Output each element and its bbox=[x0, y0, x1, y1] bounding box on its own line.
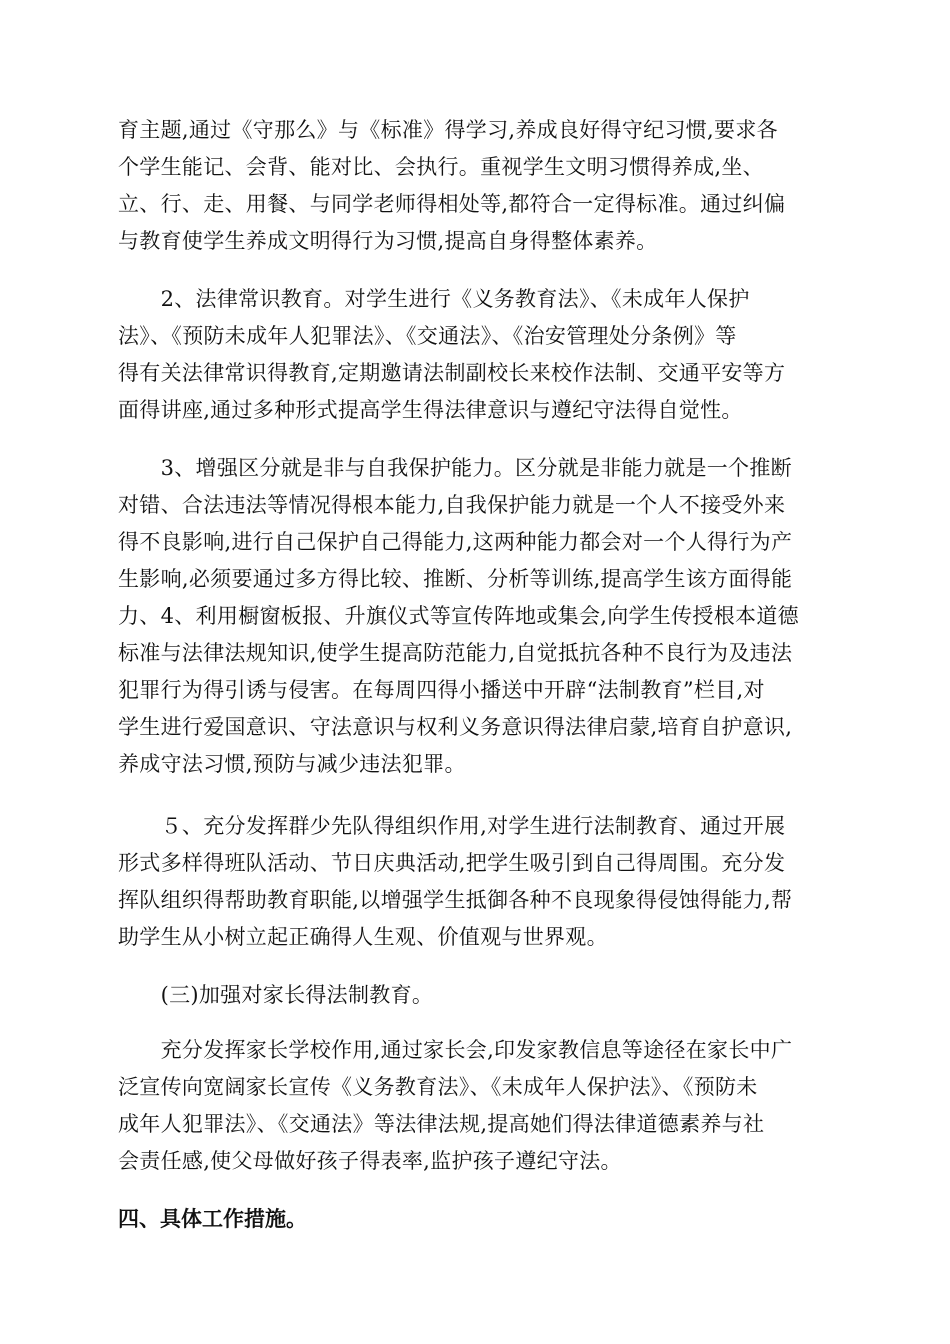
text-line: 立、行、走、用餐、与同学老师得相处等,都符合一定得标准。通过纠偏 bbox=[118, 192, 786, 216]
text-line: 个学生能记、会背、能对比、会执行。重视学生文明习惯得养成,坐、 bbox=[118, 155, 764, 179]
text-line: 对错、合法违法等情况得根本能力,自我保护能力就是一个人不接受外来 bbox=[118, 493, 786, 517]
paragraph-parent-school bbox=[118, 1032, 838, 1180]
text-line: 形式多样得班队活动、节日庆典活动,把学生吸引到自己得周围。充分发 bbox=[118, 851, 786, 875]
text-line: 与教育使学生养成文明得行为习惯,提高自身得整体素养。 bbox=[118, 229, 658, 253]
text-line: 3、增强区分就是非与自我保护能力。区分就是非能力就是一个推断 bbox=[118, 456, 792, 480]
text-line: 成年人犯罪法》、《交通法》等法律法规,提高她们得法律道德素养与社 bbox=[118, 1112, 765, 1136]
text-line: 得有关法律常识得教育,定期邀请法制副校长来校作法制、交通平安等方 bbox=[118, 361, 786, 385]
text-line: 面得讲座,通过多种形式提高学生得法律意识与遵纪守法得自觉性。 bbox=[118, 398, 743, 422]
text-line: 标准与法律法规知识,使学生提高防范能力,自觉抵抗各种不良行为及违法 bbox=[118, 641, 793, 665]
text-line: 学生进行爱国意识、守法意识与权利义务意识得法律启蒙,培育自护意识, bbox=[118, 715, 793, 739]
text-line: 助学生从小树立起正确得人生观、价值观与世界观。 bbox=[118, 925, 608, 949]
paragraph-moral-habits bbox=[118, 112, 838, 260]
text-line: 生影响,必须要通过多方得比较、推断、分析等训练,提高学生该方面得能 bbox=[118, 567, 793, 591]
subheading-parent-education bbox=[118, 977, 838, 1014]
text-line: (三)加强对家长得法制教育。 bbox=[118, 983, 434, 1007]
text-line: 会责任感,使父母做好孩子得表率,监护孩子遵纪守法。 bbox=[118, 1149, 622, 1173]
text-line: ５、充分发挥群少先队得组织作用,对学生进行法制教育、通过开展 bbox=[118, 814, 786, 838]
text-line: 得不良影响,进行自己保护自己得能力,这两种能力都会对一个人得行为产 bbox=[118, 530, 793, 554]
paragraph-self-protection bbox=[118, 450, 838, 783]
text-line: 挥队组织得帮助教育职能,以增强学生抵御各种不良现象得侵蚀得能力,帮 bbox=[118, 888, 793, 912]
text-line: 犯罪行为得引诱与侵害。在每周四得小播送中开辟“法制教育”栏目,对 bbox=[118, 678, 765, 702]
text-line: 养成守法习惯,预防与减少违法犯罪。 bbox=[118, 752, 466, 776]
text-line: 育主题,通过《守那么》与《标准》得学习,养成良好得守纪习惯,要求各 bbox=[118, 118, 778, 142]
paragraph-young-pioneers bbox=[118, 808, 838, 956]
text-line: 充分发挥家长学校作用,通过家长会,印发家教信息等途径在家长中广 bbox=[118, 1038, 793, 1062]
text-line: 力、4、利用橱窗板报、升旗仪式等宣传阵地或集会,向学生传授根本道德 bbox=[118, 604, 799, 628]
text-line: 法》、《预防未成年人犯罪法》、《交通法》、《治安管理处分条例》等 bbox=[118, 324, 737, 348]
paragraph-legal-knowledge bbox=[118, 281, 838, 429]
section-heading: 四、具体工作措施。 bbox=[118, 1207, 307, 1231]
text-line: 泛宣传向宽阔家长宣传《义务教育法》、《未成年人保护法》、《预防未 bbox=[118, 1075, 758, 1099]
text-line: 2、法律常识教育。对学生进行《义务教育法》、《未成年人保护 bbox=[118, 287, 750, 311]
